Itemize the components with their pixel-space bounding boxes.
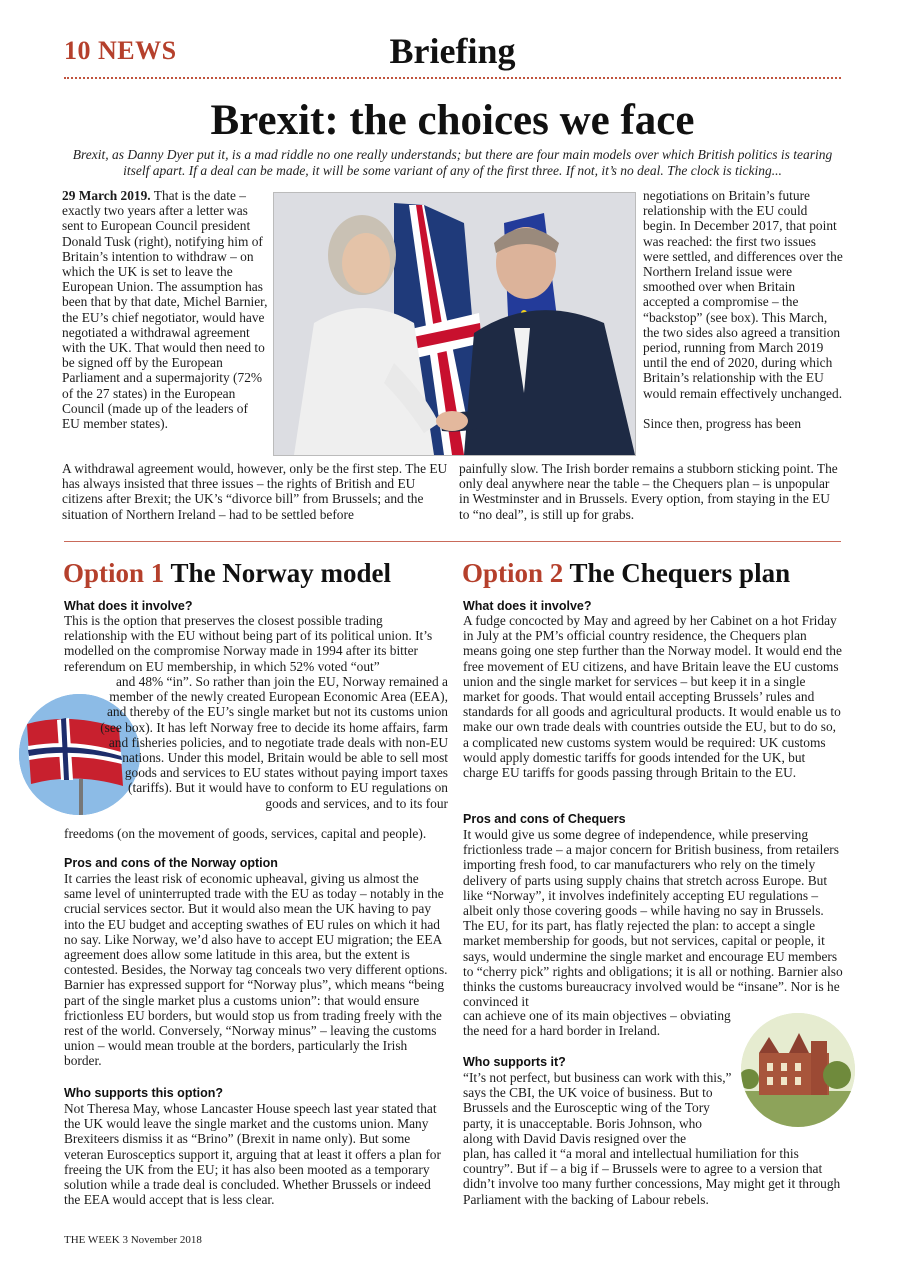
option1-body2-text: It carries the least risk of economic upheaval, giving us almost the same level of uninterrupted trade with the EU as today – notably in the crucial services sector. But it would also mean the UK having to pay into the EU budget and accepting swathes of EU rules on which it had no say. Like Norway, we’d also have to accept EU migration; the EEA agreement does allow some latitude in this area, but the extent is contested. Besides, the Norway tag conceals two very different options. Barnier has expressed support for “Norway plus”, which means “being part of the single market plus a customs union”: that would ensure frictionless EU borders, but would stop us from trading freely with the rest of the world. Conversely, “Norway minus” – leaving the customs union – would mean trouble at the borders, particularly the Irish border. [64,871,448,1069]
chequers-house-icon [741,1013,855,1127]
option2-sub3: Who supports it? [463,1055,566,1069]
option2-body3a-text: “It’s not perfect, but business can work with this,” says the CBI, the UK voice of business. But to Brussels and the Eurosceptic wing of the Tory party, it is unacceptable. Boris Johnson, who along with David Davis resigned over the [463,1070,732,1146]
page-number: 10 NEWS [64,36,177,65]
handshake-graphic [436,411,468,431]
intro-right-text-2: Since then, progress has been [643,415,802,431]
handshake-photo-illustration [274,193,635,455]
option1-body2 [64,871,448,1069]
page-title: Brexit: the choices we face [210,97,695,144]
option2-body3a [463,1070,735,1146]
option2-sub2: Pros and cons of Chequers [463,812,626,826]
option2-body3b [463,1146,843,1207]
option2-body2b [463,1008,748,1038]
intro-bottom-left [62,461,450,522]
option1-heading [63,558,391,589]
section-divider [64,541,841,542]
option1-body1a [64,613,448,674]
intro-date: 29 March 2019. [62,188,151,203]
option1-body1b [100,674,448,811]
option1-body1c [64,826,448,841]
option1-body1b-text: and 48% “in”. So rather than join the EU, Norway remained a member of the newly created European Economic Area (EEA), and thereby of the EU’s single market but not its customs union (see box). It has left Norway free to decide its home affairs, farm and fisheries policies, and to negotiate trade deals with non-EU nations. Under this model, Britain would be able to sell most goods and services to EU states without paying import taxes (tariffs). But it would have to conform to EU regulations on goods and services, and to its four [100,674,448,811]
standfirst: Brexit, as Danny Dyer put it, is a mad riddle no one really understands; but there are four main models over which British politics is tearing itself apart. If a deal can be made, it will be some variant of any of the first three. If not, it’s no deal. The clock is ticking... [72,147,833,178]
intro-right-text: negotiations on Britain’s future relationship with the EU could begin. In December 2017, that point was reached: the first two issues were settled, and differences over the Northern Ireland issue were smoothed over when Britain accepted a compromise – the “backstop” (see box). This March, the two sides also agreed a transition period, running from March 2019 until the end of 2020, during which Britain’s relationship with the EU would remain effectively unchanged. [643,188,843,401]
option2-sub1: What does it involve? [463,599,592,613]
intro-left-column [62,188,268,431]
option1-sub2: Pros and cons of the Norway option [64,856,278,870]
option2-body3b-text: plan, has called it “a moral and intellectual humiliation for this country”. But if – a big if – Brussels were to agree to a version that didn’t involve too many further concessions, May might get it through Parliament with the backing of Labour rebels. [463,1146,841,1207]
option2-body2b-text: can achieve one of its main objectives – obviating the need for a hard border in Ireland. [463,1008,731,1039]
section-title: Briefing [389,31,516,71]
option1-sub1: What does it involve? [64,599,193,613]
option2-body1-text: A fudge concocted by May and agreed by her Cabinet on a hot Friday in July at the PM’s official country residence, the Chequers plan means going one step further than the Norway model. It would end the free movement of EU citizens, and have Britain leave the EU customs union and the single market for services – but keep it in a single market for goods. That would entail accepting Brussels’ rules and standards for all goods and agricultural products. It would enable us to make our own trade deals with countries outside the EU, but to do so, a complicated new customs system would be required: UK customs would apply domestic tariffs for goods intended for the UK, but charge EU tariffs for goods passing through Britain to the EU. [463,613,842,781]
photo-may-tusk [273,192,636,456]
option2-heading [462,558,790,589]
option1-body1a-text: This is the option that preserves the closest possible trading relationship with the EU without being part of its political union. It’s modelled on the compromise Norway made in 1994 after its bitter referendum on EU membership, in which 52% voted “out” [64,613,433,674]
option1-title: The Norway model [170,558,392,588]
option1-body1c-text: freedoms (on the movement of goods, services, capital and people). [64,826,427,841]
option1-label: Option 1 [63,558,165,588]
chequers-house-image [741,1013,855,1127]
option2-title: The Chequers plan [569,558,791,588]
header-divider [64,77,841,79]
option1-body3-text: Not Theresa May, whose Lancaster House speech last year stated that the UK would leave the single market and the customs union. Many Brexiteers dismiss it as “Brino” (Brexit in name only). But some veteran Eurosceptics support it, arguing that at least it offers a plan for freeing the UK from the EU; it has also been mooted as a temporary solution while a trade deal is concluded. Whether Brussels or indeed the EEA would accept that is less clear. [64,1101,441,1208]
intro-right-column [643,188,843,431]
intro-bottom-right-text: painfully slow. The Irish border remains a stubborn sticking point. The only deal anywhere near the table – the Chequers plan – is unpopular in Westminster and in Brussels. Every option, from staying in the EU to “no deal”, is still up for grabs. [459,461,838,522]
option2-body1 [463,613,843,780]
option2-body2a-text: It would give us some degree of independence, while preserving frictionless trade – a major concern for British business, from retailers importing fresh food, to car manufacturers who rely on the timely delivery of parts using supply chains that stretch across Europe. But like “Norway”, it involves indefinitely accepting EU regulations – albeit only those covering goods – while having no say in Brussels. The EU, for its part, has flatly rejected the plan: to accept a single market membership for goods, but not services, capital or people, it says, would undermine the single market and encourage EU members to “cherry pick” rights and obligations; it is all or nothing. Barnier also thinks the customs bureaucracy involved would be “insane”. Nor is he convinced it [463,827,843,1010]
intro-bottom-left-text: A withdrawal agreement would, however, only be the first step. The EU has always insisted that three issues – the rights of British and EU citizens after Brexit; the UK’s “divorce bill” from Brussels; and the situation of Northern Ireland – had to be settled before [62,461,448,522]
option2-label: Option 2 [462,558,564,588]
intro-left-text: That is the date – exactly two years after a letter was sent to European Council president Donald Tusk (right), notifying him of Britain’s intention to withdraw – on which the UK is set to leave the European Union. The assumption has been that by that date, Michel Barnier, the EU’s chief negotiator, would have negotiated a withdrawal agreement with the UK. That would then need to be signed off by the European Parliament and a supermajority (72% of the 27 states) in the European Council (made up of the leaders of EU member states). [62,188,268,432]
footer: THE WEEK 3 November 2018 [64,1234,202,1246]
option1-body3 [64,1101,448,1207]
option2-body2a [463,827,843,1009]
intro-bottom-right [459,461,843,522]
option1-sub3: Who supports this option? [64,1086,223,1100]
